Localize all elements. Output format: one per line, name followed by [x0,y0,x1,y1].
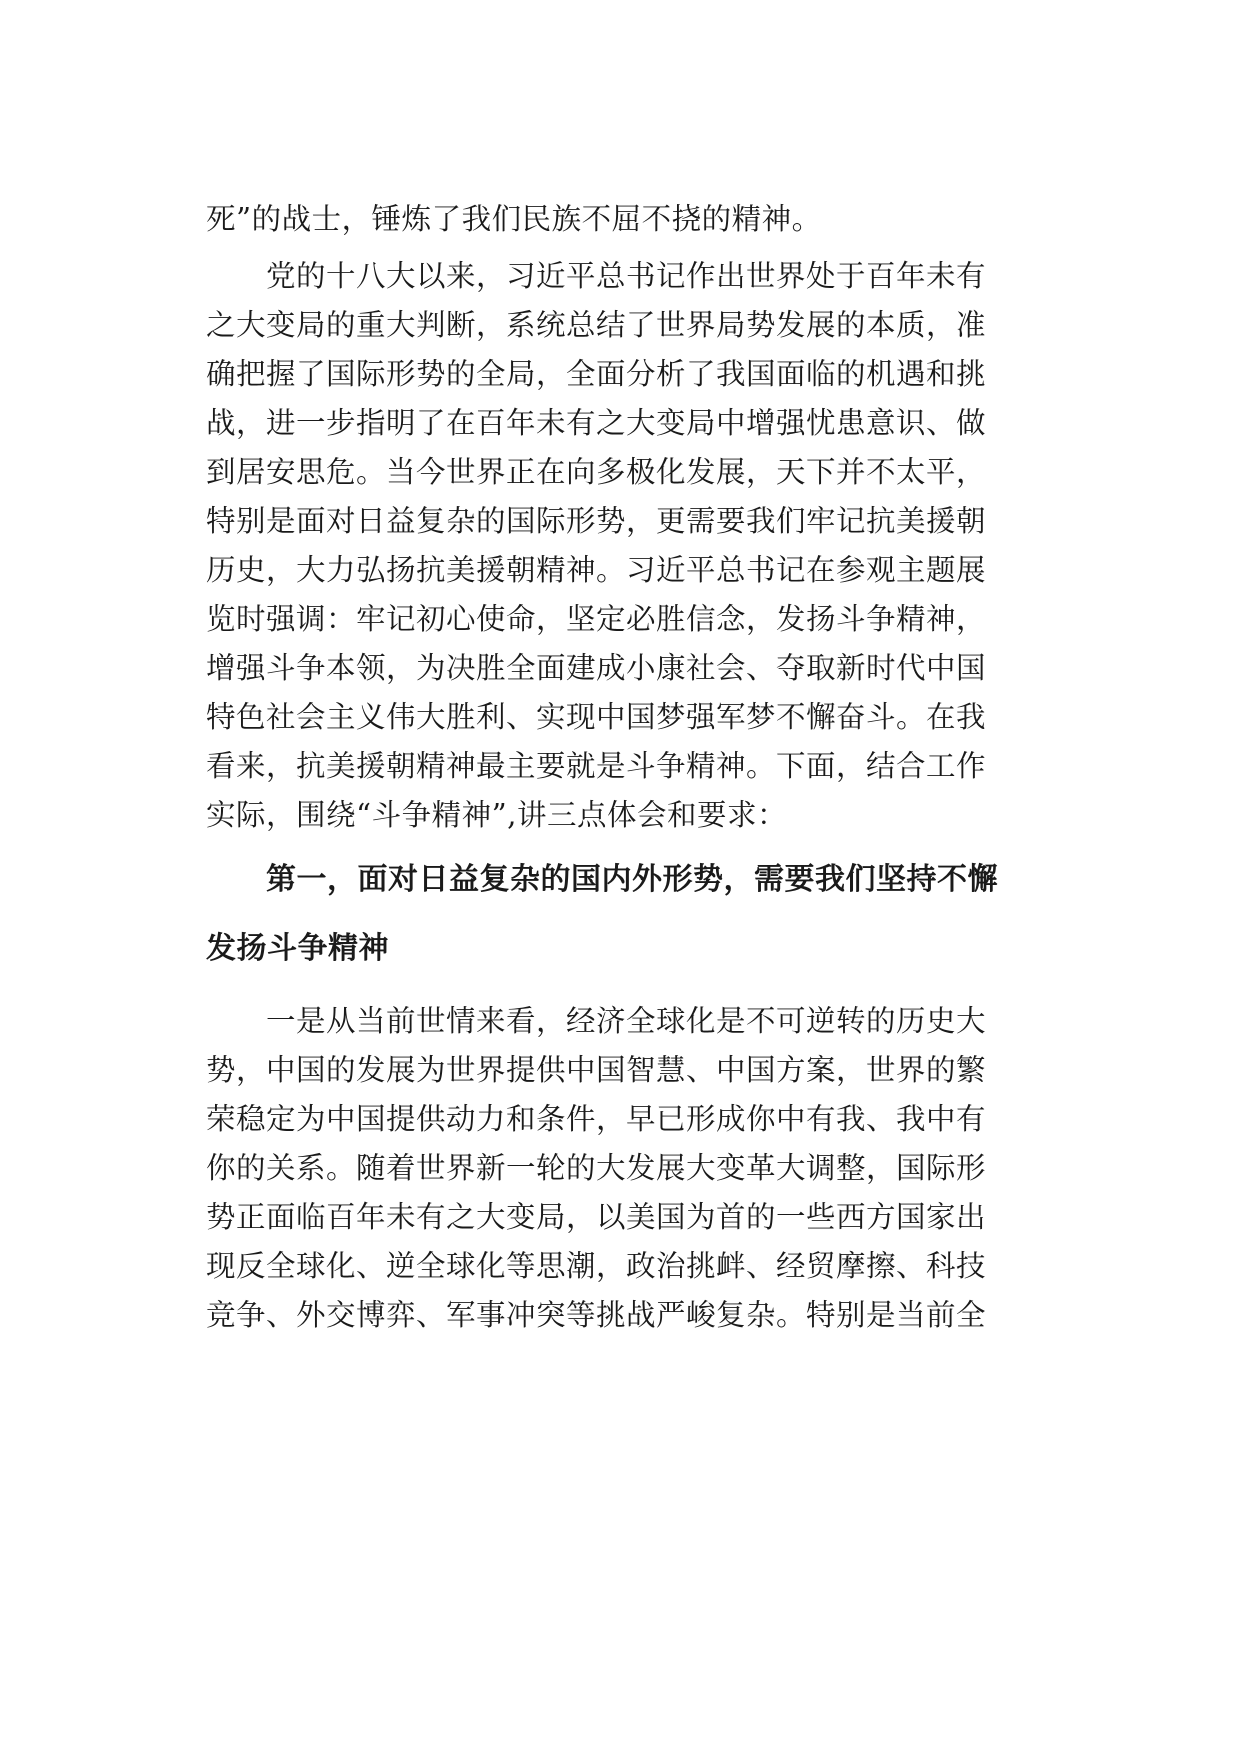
paragraph-2-line-6: 特别是面对日益复杂的国际形势，更需要我们牢记抗美援朝 [206,504,987,538]
paragraph-2-line-8: 览时强调：牢记初心使命，坚定必胜信念，发扬斗争精神， [206,602,987,636]
paragraph-2-line-1: 党的十八大以来，习近平总书记作出世界处于百年未有 [266,259,987,293]
paragraph-2-line-7: 历史，大力弘扬抗美援朝精神。习近平总书记在参观主题展 [206,553,987,587]
paragraph-3-line-7: 竞争、外交博弈、军事冲突等挑战严峻复杂。特别是当前全 [206,1298,987,1332]
paragraph-3-line-3: 荣稳定为中国提供动力和条件，早已形成你中有我、我中有 [206,1102,987,1136]
section-heading-line-1: 第一，面对日益复杂的国内外形势，需要我们坚持不懈 [266,862,998,897]
paragraph-2-line-12: 实际，围绕“斗争精神”,讲三点体会和要求： [206,798,788,832]
paragraph-2-line-4: 战，进一步指明了在百年未有之大变局中增强忧患意识、做 [206,406,987,440]
paragraph-2-line-10: 特色社会主义伟大胜利、实现中国梦强军梦不懈奋斗。在我 [206,700,987,734]
paragraph-3-line-5: 势正面临百年未有之大变局，以美国为首的一些西方国家出 [206,1200,987,1234]
paragraph-2-line-5: 到居安思危。当今世界正在向多极化发展，天下并不太平， [206,455,987,489]
paragraph-3-line-4: 你的关系。随着世界新一轮的大发展大变革大调整，国际形 [206,1151,987,1185]
paragraph-1-line-1: 死”的战士，锤炼了我们民族不屈不挠的精神。 [206,202,822,236]
paragraph-3-line-6: 现反全球化、逆全球化等思潮，政治挑衅、经贸摩擦、科技 [206,1249,987,1283]
paragraph-2-line-9: 增强斗争本领，为决胜全面建成小康社会、夺取新时代中国 [206,651,987,685]
paragraph-2-line-11: 看来，抗美援朝精神最主要就是斗争精神。下面，结合工作 [206,749,987,783]
paragraph-2-line-3: 确把握了国际形势的全局，全面分析了我国面临的机遇和挑 [206,357,987,391]
section-heading-line-2: 发扬斗争精神 [206,931,389,966]
paragraph-2-line-2: 之大变局的重大判断，系统总结了世界局势发展的本质，准 [206,308,987,342]
paragraph-3-line-2: 势，中国的发展为世界提供中国智慧、中国方案，世界的繁 [206,1053,987,1087]
paragraph-3-line-1: 一是从当前世情来看，经济全球化是不可逆转的历史大 [266,1004,987,1038]
